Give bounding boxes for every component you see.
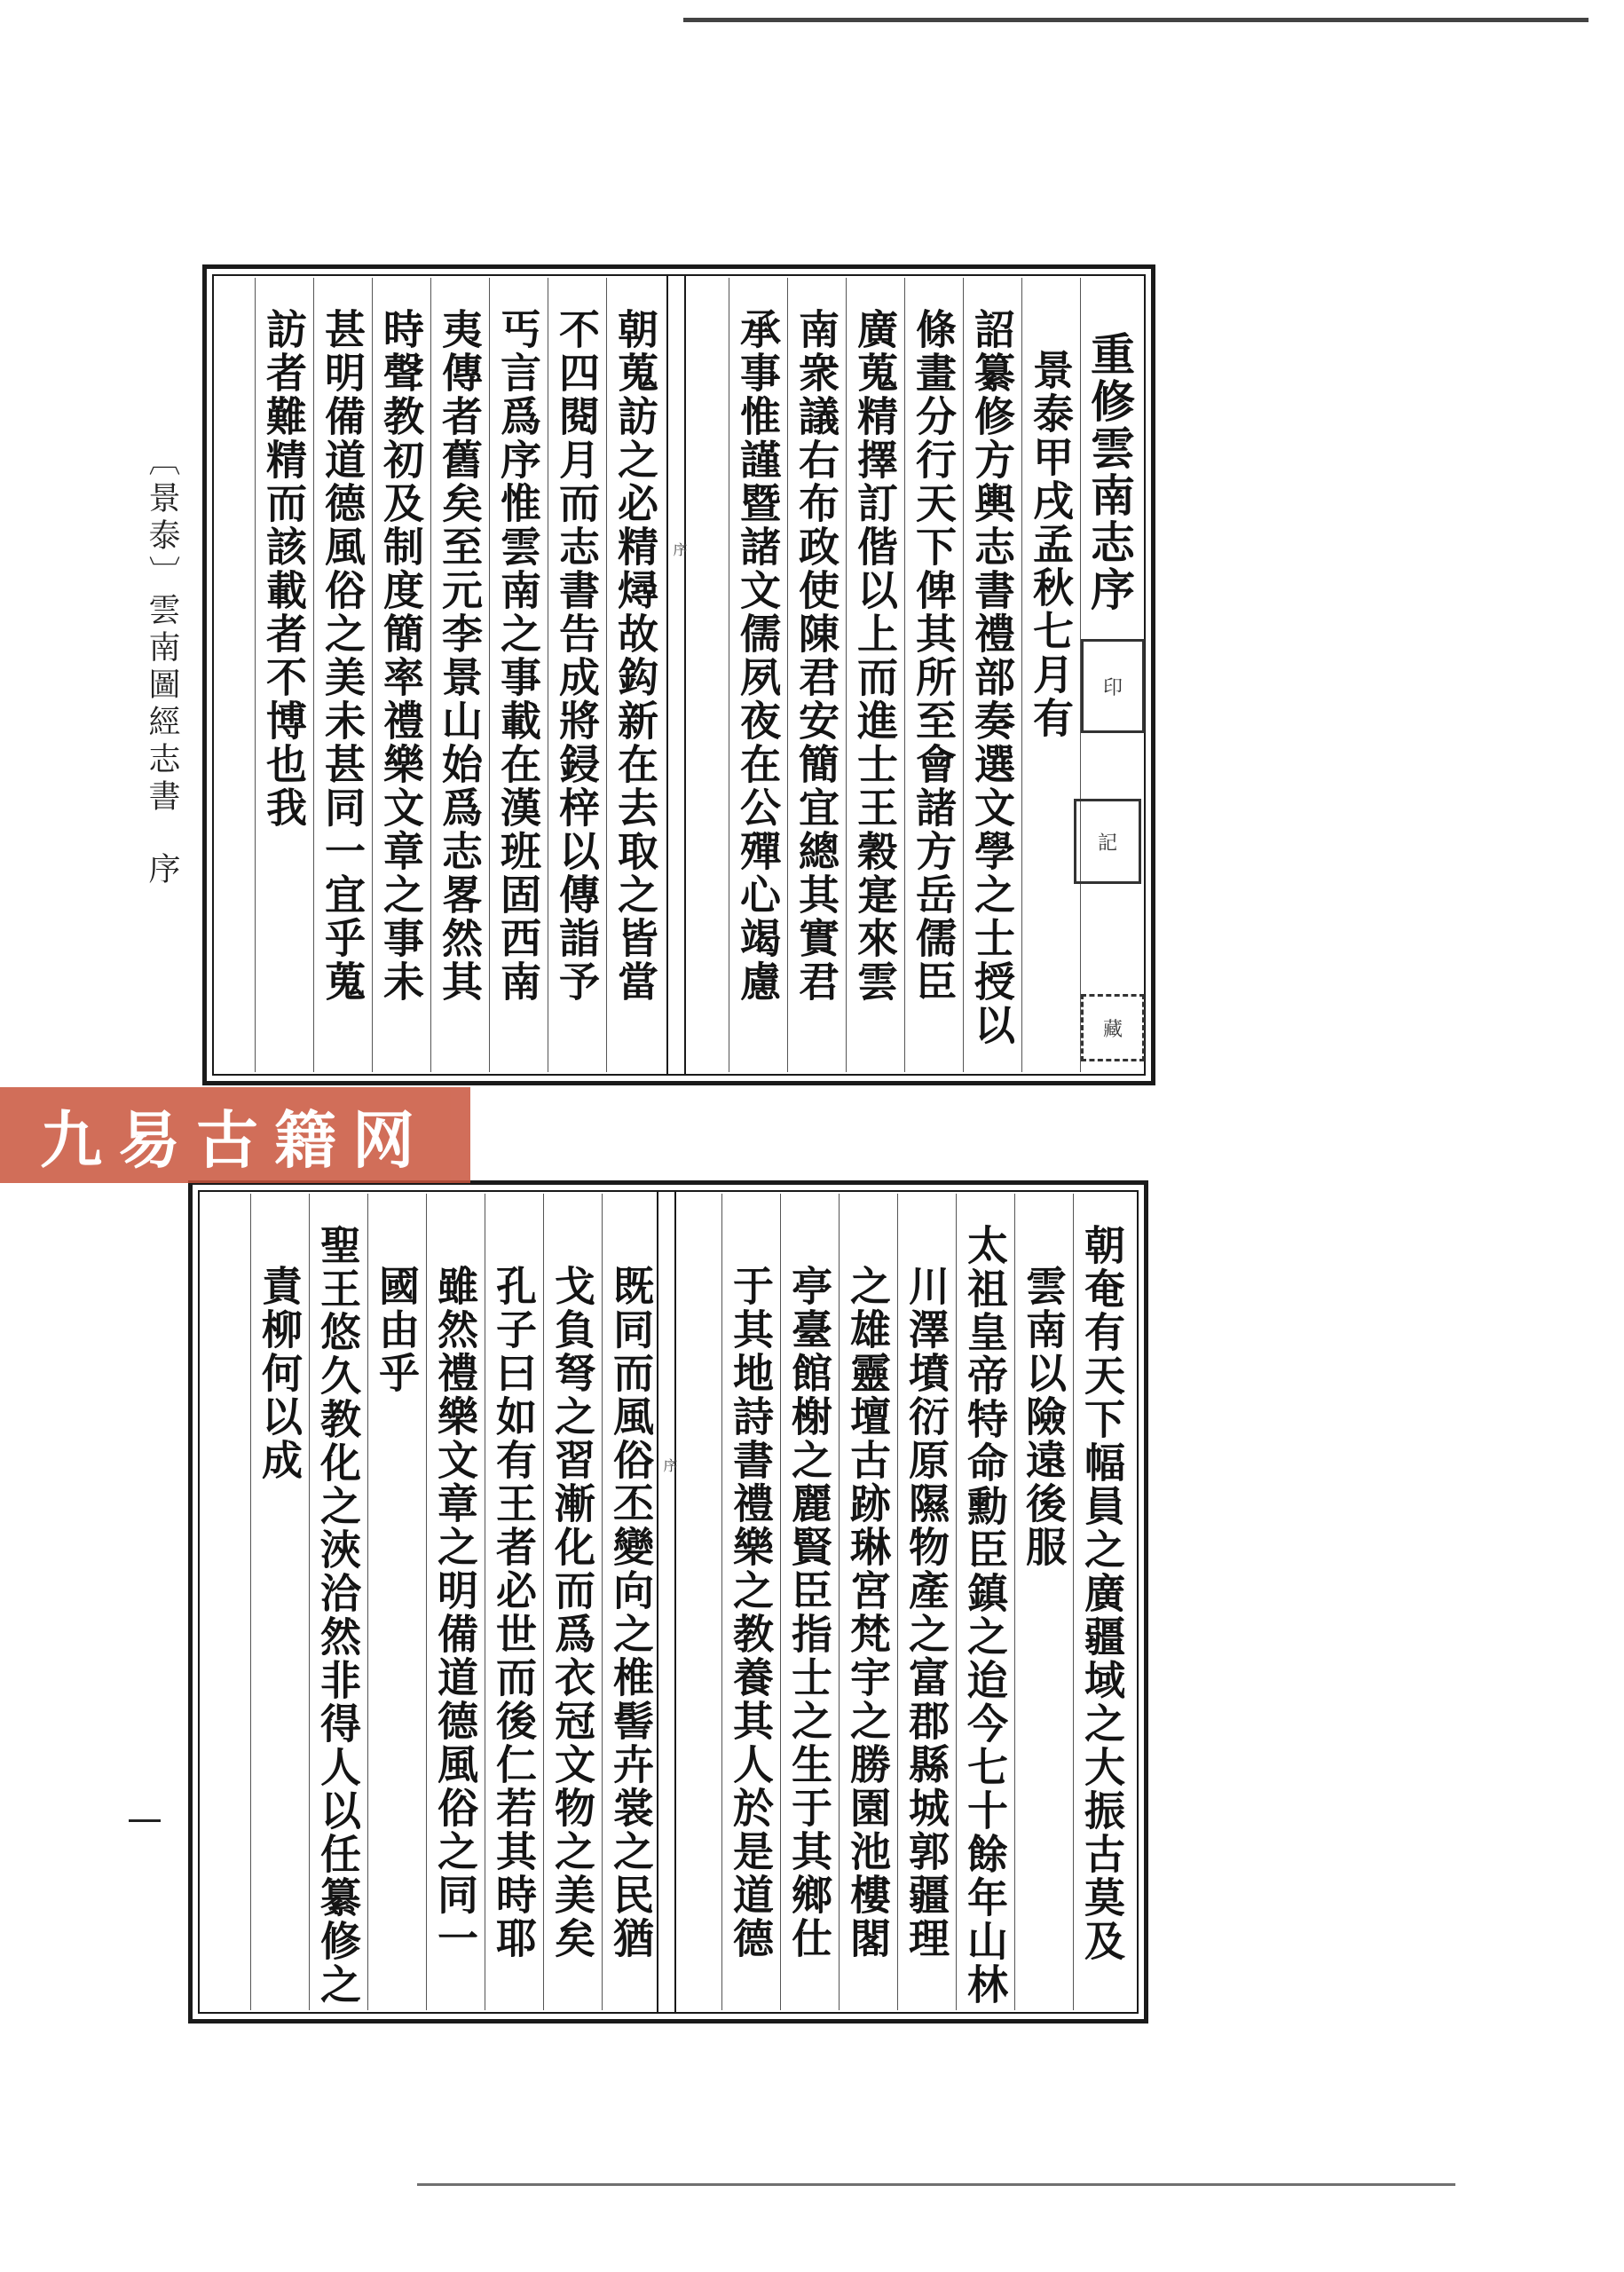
text-column: 朝蒐訪之必精燖故鈎新在去取之皆當 bbox=[606, 278, 665, 1072]
section-label: 序 bbox=[144, 852, 180, 889]
text-column: 廣蒐精擇訂偕以上而進士王穀寔來雲 bbox=[846, 278, 904, 1072]
book-title: 〔景泰〕雲南圖經志書 bbox=[144, 444, 180, 816]
text-column: 朝奄有天下幅員之廣疆域之大振古莫及 bbox=[1073, 1194, 1131, 2010]
lower-text-block bbox=[188, 1180, 1148, 2024]
page-number bbox=[133, 1793, 134, 1794]
center-fold bbox=[666, 276, 686, 1074]
text-column: 丐言爲序惟雲南之事載在漢班固西南 bbox=[489, 278, 548, 1072]
text-column: 既同而風俗丕變向之椎髻卉裳之民猶 bbox=[602, 1194, 660, 2010]
collector-seal: 記 bbox=[1074, 799, 1141, 884]
text-column: 戈負弩之習漸化而爲衣冠文物之美矣 bbox=[543, 1194, 602, 2010]
text-column: 訪者難精而該載者不博也我 bbox=[255, 278, 313, 1072]
upper-text-block bbox=[202, 264, 1155, 1085]
collector-seal: 藏 bbox=[1081, 994, 1145, 1061]
text-column: 條畫分行天下俾其所至會諸方岳儒臣 bbox=[904, 278, 963, 1072]
text-column: 于其地詩書禮樂之教養其人於是道德 bbox=[721, 1194, 780, 2010]
page-number-mark bbox=[129, 1819, 161, 1822]
text-column: 國由乎 bbox=[367, 1194, 426, 2010]
text-column: 詔纂修方輿志書禮部奏選文學之士授以 bbox=[963, 278, 1021, 1072]
text-column: 承事惟謹暨諸文儒夙夜在公殫心竭慮 bbox=[729, 278, 787, 1072]
text-column: 太祖皇帝特命勳臣鎮之迨今七十餘年山林 bbox=[956, 1194, 1014, 2010]
upper-right-half bbox=[686, 278, 1139, 1072]
text-column: 之雄靈壇古跡琳宮梵宇之勝園池樓閣 bbox=[839, 1194, 897, 2010]
text-column: 雲南以險遠後服 bbox=[1014, 1194, 1073, 2010]
fold-label: 序 bbox=[671, 542, 688, 556]
fold-label: 序 bbox=[661, 1458, 678, 1472]
text-column: 景泰甲戌孟秋七月有 bbox=[1021, 278, 1080, 1072]
text-column: 甚明備道德風俗之美未甚同一宜乎蒐 bbox=[313, 278, 372, 1072]
text-column: 雖然禮樂文章之明備道德風俗之同一 bbox=[426, 1194, 485, 2010]
site-watermark: 九易古籍网 bbox=[0, 1087, 470, 1183]
text-column: 孔子曰如有王者必世而後仁若其時耶 bbox=[485, 1194, 543, 2010]
bottom-rule bbox=[417, 2183, 1455, 2186]
text-column: 責柳何以成 bbox=[250, 1194, 309, 2010]
running-head bbox=[114, 444, 185, 889]
lower-left-half bbox=[205, 1194, 660, 2010]
top-rule bbox=[683, 18, 1589, 22]
preface-title: 重修雲南志序 bbox=[1080, 278, 1139, 1072]
text-column: 聖王悠久教化之浹洽然非得人以任纂修之 bbox=[309, 1194, 367, 2010]
collector-seal: 印 bbox=[1081, 639, 1145, 733]
text-column: 時聲教初及制度簡率禮樂文章之事未 bbox=[372, 278, 430, 1072]
text-column: 亭臺館榭之麗賢臣指士之生于其鄉仕 bbox=[780, 1194, 839, 2010]
lower-right-half bbox=[676, 1194, 1131, 2010]
upper-left-half bbox=[219, 278, 665, 1072]
text-column: 南衆議右布政使陳君安簡宜總其實君 bbox=[787, 278, 846, 1072]
text-column: 夷傳者舊矣至元李景山始爲志畧然其 bbox=[430, 278, 489, 1072]
text-column: 川澤墳衍原隰物產之富郡縣城郭疆理 bbox=[897, 1194, 956, 2010]
center-fold bbox=[657, 1192, 676, 2012]
text-column: 不四閱月而志書告成將鋟梓以傳詣予 bbox=[548, 278, 606, 1072]
